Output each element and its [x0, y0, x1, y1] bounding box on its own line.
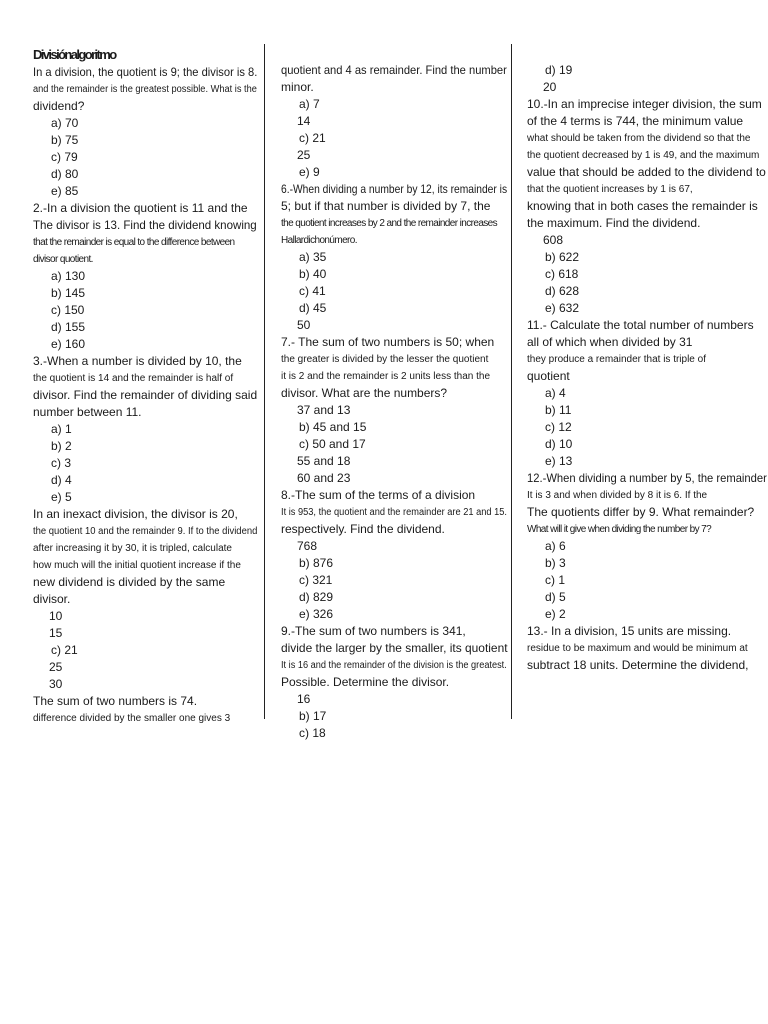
- column-2: [281, 62, 508, 742]
- answer-option: 14: [297, 114, 311, 128]
- question-text-line: divisor. What are the numbers?: [281, 386, 448, 400]
- column-divider-2: [511, 44, 512, 719]
- answer-option: c) 1: [545, 573, 566, 587]
- question-text-line: It is 16 and the remainder of the division is the greatest.: [281, 660, 507, 671]
- question-text-line: how much will the initial quotient increase if the: [33, 560, 241, 571]
- answer-option: d) 155: [51, 320, 86, 334]
- question-text-line: It is 953, the quotient and the remainder are 21 and 15.: [281, 507, 508, 518]
- answer-option: d) 45: [299, 301, 327, 315]
- question-text-line: 13.- In a division, 15 units are missing.: [527, 624, 732, 638]
- answer-option: d) 5: [545, 590, 566, 604]
- question-text-line: In an inexact division, the divisor is 20,: [33, 507, 238, 521]
- question-text-line: 8.-The sum of the terms of a division: [281, 488, 476, 502]
- answer-option: 37 and 13: [297, 403, 351, 417]
- answer-option: e) 2: [545, 607, 566, 621]
- question-text-line: 10.-In an imprecise integer division, the sum: [527, 97, 762, 111]
- answer-option: d) 19: [545, 63, 573, 77]
- answer-option: b) 3: [545, 556, 566, 570]
- question-text-line: and the remainder is the greatest possible. What is the: [33, 84, 257, 95]
- question-text-line: of the 4 terms is 744, the minimum value: [527, 114, 744, 128]
- question-text-line: minor.: [281, 80, 314, 94]
- question-text-line: 5; but if that number is divided by 7, the: [281, 199, 491, 213]
- answer-option: 30: [49, 677, 63, 691]
- question-text-line: knowing that in both cases the remainder is: [527, 199, 758, 213]
- question-text-line: respectively. Find the dividend.: [281, 522, 445, 536]
- answer-option: 50: [297, 318, 311, 332]
- question-text-line: In a division, the quotient is 9; the divisor is 8.: [33, 65, 258, 79]
- question-text-line: after increasing it by 30, it is tripled, calculate: [33, 543, 232, 554]
- answer-option: d) 4: [51, 473, 72, 487]
- column-3: [527, 62, 765, 674]
- answer-option: 20: [543, 80, 557, 94]
- answer-option: 60 and 23: [297, 471, 351, 485]
- question-text-line: subtract 18 units. Determine the dividend,: [527, 658, 749, 672]
- answer-option: 55 and 18: [297, 454, 351, 468]
- answer-option: c) 41: [299, 284, 326, 298]
- question-text-line: The divisor is 13. Find the dividend knowing: [33, 218, 257, 232]
- answer-option: a) 4: [545, 386, 566, 400]
- question-text-line: 6.-When dividing a number by 12, its remainder is: [281, 182, 508, 196]
- answer-option: a) 70: [51, 116, 79, 130]
- answer-option: a) 1: [51, 422, 72, 436]
- answer-option: c) 150: [51, 303, 85, 317]
- question-text-line: 3.-When a number is divided by 10, the: [33, 354, 242, 368]
- answer-option: 608: [543, 233, 564, 247]
- answer-option: c) 618: [545, 267, 579, 281]
- answer-option: c) 321: [299, 573, 333, 587]
- question-text-line: 12.-When dividing a number by 5, the remainder: [527, 471, 767, 485]
- question-text-line: difference divided by the smaller one gives 3: [33, 713, 231, 724]
- answer-option: b) 45 and 15: [299, 420, 367, 434]
- question-text-line: what should be taken from the dividend so that the: [527, 133, 751, 144]
- column-1: [33, 46, 258, 727]
- answer-option: d) 10: [545, 437, 573, 451]
- question-text-line: The quotients differ by 9. What remainder?: [527, 505, 755, 519]
- answer-option: c) 21: [299, 131, 326, 145]
- question-text-line: It is 3 and when divided by 8 it is 6. If the: [527, 490, 708, 501]
- answer-option: c) 50 and 17: [299, 437, 366, 451]
- answer-option: 15: [49, 626, 63, 640]
- answer-option: b) 40: [299, 267, 327, 281]
- answer-option: c) 79: [51, 150, 78, 164]
- question-text-line: 7.- The sum of two numbers is 50; when: [281, 335, 495, 349]
- question-text-line: it is 2 and the remainder is 2 units less than the: [281, 371, 491, 382]
- question-text-line: value that should be added to the dividend to: [527, 165, 766, 179]
- question-text-line: that the remainder is equal to the difference between: [33, 237, 235, 248]
- answer-option: a) 6: [545, 539, 566, 553]
- question-text-line: 2.-In a division the quotient is 11 and the: [33, 201, 248, 215]
- answer-option: b) 11: [545, 403, 572, 417]
- question-text-line: the maximum. Find the dividend.: [527, 216, 701, 230]
- question-text-line: divisor. Find the remainder of dividing said: [33, 388, 258, 402]
- question-text-line: residue to be maximum and would be minimum at: [527, 643, 748, 654]
- question-text-line: 11.- Calculate the total number of numbers: [527, 318, 754, 332]
- question-text-line: What will it give when dividing the number by 7?: [527, 524, 712, 535]
- question-text-line: dividend?: [33, 99, 85, 113]
- answer-option: c) 12: [545, 420, 572, 434]
- question-text-line: the quotient is 14 and the remainder is half of: [33, 373, 234, 384]
- answer-option: e) 632: [545, 301, 580, 315]
- answer-option: e) 5: [51, 490, 72, 504]
- answer-option: 16: [297, 692, 311, 706]
- answer-option: a) 35: [299, 250, 327, 264]
- answer-option: a) 130: [51, 269, 86, 283]
- question-text-line: new dividend is divided by the same: [33, 575, 226, 589]
- question-text-line: the quotient 10 and the remainder 9. If to the dividend: [33, 526, 258, 537]
- question-text-line: quotient: [527, 369, 570, 383]
- worksheet-title: Divisiónalgoritmo: [33, 47, 116, 62]
- question-text-line: they produce a remainder that is triple of: [527, 354, 706, 365]
- answer-option: 768: [297, 539, 318, 553]
- answer-option: b) 17: [299, 709, 327, 723]
- question-text-line: divisor quotient.: [33, 254, 93, 265]
- answer-option: a) 7: [299, 97, 320, 111]
- answer-option: e) 326: [299, 607, 334, 621]
- answer-option: e) 9: [299, 165, 320, 179]
- answer-option: b) 75: [51, 133, 79, 147]
- answer-option: b) 145: [51, 286, 86, 300]
- question-text-line: divide the larger by the smaller, its quotient: [281, 641, 508, 655]
- question-text-line: that the quotient increases by 1 is 67,: [527, 184, 693, 195]
- question-text-line: The sum of two numbers is 74.: [33, 694, 198, 708]
- answer-option: c) 18: [299, 726, 326, 740]
- answer-option: 25: [297, 148, 311, 162]
- question-text-line: Possible. Determine the divisor.: [281, 675, 450, 689]
- answer-option: b) 2: [51, 439, 72, 453]
- question-text-line: all of which when divided by 31: [527, 335, 693, 349]
- question-text-line: divisor.: [33, 592, 71, 606]
- question-text-line: quotient and 4 as remainder. Find the number: [281, 63, 507, 77]
- answer-option: 10: [49, 609, 63, 623]
- answer-option: d) 829: [299, 590, 334, 604]
- question-text-line: the quotient increases by 2 and the remainder increases: [281, 218, 498, 229]
- answer-option: d) 628: [545, 284, 580, 298]
- question-text-line: 9.-The sum of two numbers is 341,: [281, 624, 466, 638]
- question-text-line: Hallardichonúmero.: [281, 235, 357, 246]
- column-divider-1: [264, 44, 265, 719]
- answer-option: b) 876: [299, 556, 334, 570]
- answer-option: e) 13: [545, 454, 573, 468]
- answer-option: b) 622: [545, 250, 580, 264]
- question-text-line: number between 11.: [33, 405, 142, 419]
- answer-option: d) 80: [51, 167, 79, 181]
- answer-option: c) 3: [51, 456, 72, 470]
- answer-option: 25: [49, 660, 63, 674]
- answer-option: c) 21: [51, 643, 78, 657]
- question-text-line: the quotient decreased by 1 is 49, and the maximum: [527, 150, 760, 161]
- question-text-line: the greater is divided by the lesser the quotient: [281, 354, 489, 365]
- answer-option: e) 85: [51, 184, 79, 198]
- answer-option: e) 160: [51, 337, 86, 351]
